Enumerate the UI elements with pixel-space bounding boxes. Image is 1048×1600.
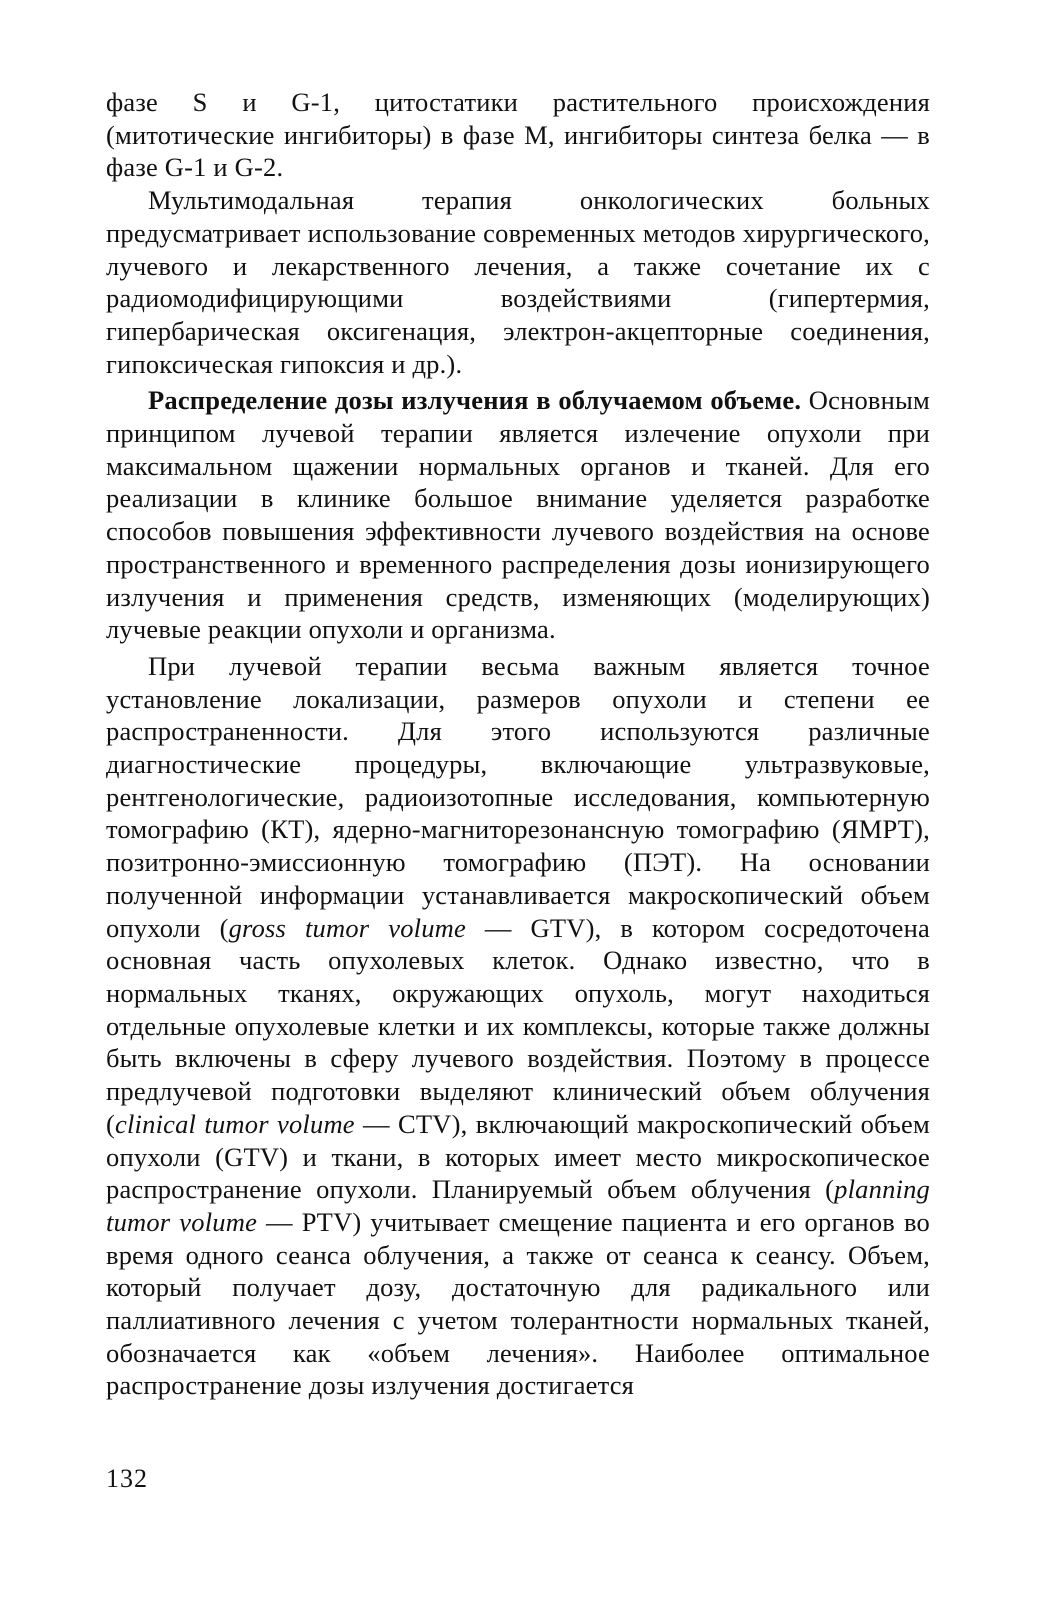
paragraph-multimodal-therapy: Мультимодальная терапия онкологических больных предусматривает использование современных методов хирургического, лучевого и лекарственного лечения, а также сочетание их с радиомодифицирующими воздействиями (гипертермия, гипербарическая оксигенация, электрон-акцепторные соединения, гипоксическая гипоксия и др.). [106, 185, 930, 379]
page-number: 132 [106, 1464, 148, 1493]
paragraph-text: — CTV), включающий макроскопический объем опухоли (GTV) и ткани, в которых имеет место микроскопическое распространение опухоли. Планируемый объем облучения ( [106, 1108, 930, 1205]
paragraph-text: — GTV), в котором сосредоточена основная часть опухолевых клеток. Однако известно, что в нормальных тканях, окружающих опухоль, могут находиться отдельные опухолевые клетки и их комплексы, которые также должны быть включены в сферу лучевого воздействия. Поэтому в процессе предлучевой подготовки выделяют клинический объем облучения ( [106, 912, 930, 1139]
paragraph-tumor-volumes [106, 650, 930, 1402]
paragraph-text: — PTV) учитывает смещение пациента и его органов во время одного сеанса облучения, а также от сеанса к сеансу. Объем, который получает дозу, достаточную для радикального или паллиативного лечения с учетом толерантности нормальных тканей, обозначается как «объем лечения». Наиболее оптимальное распространение дозы излучения достигается [106, 1206, 930, 1401]
paragraph-dose-distribution [106, 384, 930, 646]
section-run-in-heading: Распределение дозы излучения в облучаемом объеме. [148, 385, 802, 416]
term-planning-tumor-volume: planning tumor volume [106, 1174, 930, 1237]
paragraph-text: При лучевой терапии весьма важным является точное установление локализации, размеров опухоли и степени ее распространенности. Для этого используются различные диагностические процедуры, включающие ультразвуковые, рентгенологические, радиоизотопные исследования, компьютерную томографию (КТ), ядерно-магниторезонансную томографию (ЯМРТ), позитронно-эмиссионную томографию (ПЭТ). На основании полученной информации устанавливается макроскопический объем опухоли ( [106, 650, 930, 943]
paragraph-continued: фазе S и G-1, цитостатики растительного происхождения (митотические ингибиторы) в фазе М, ингибиторы синтеза белка — в фазе G-1 и G-2. [106, 87, 930, 183]
paragraph-text: Основным принципом лучевой терапии является излечение опухоли при максимальном щажении нормальных органов и тканей. Для его реализации в клинике большое внимание уделяется разработке способов повышения эффективности лучевого воздействия на основе пространственного и временного распределения дозы ионизирующего излучения и применения средств, изменяющих (моделирующих) лучевые реакции опухоли и организма. [106, 385, 930, 645]
term-clinical-tumor-volume: clinical tumor volume [115, 1108, 355, 1139]
term-gross-tumor-volume: gross tumor volume [228, 912, 466, 943]
